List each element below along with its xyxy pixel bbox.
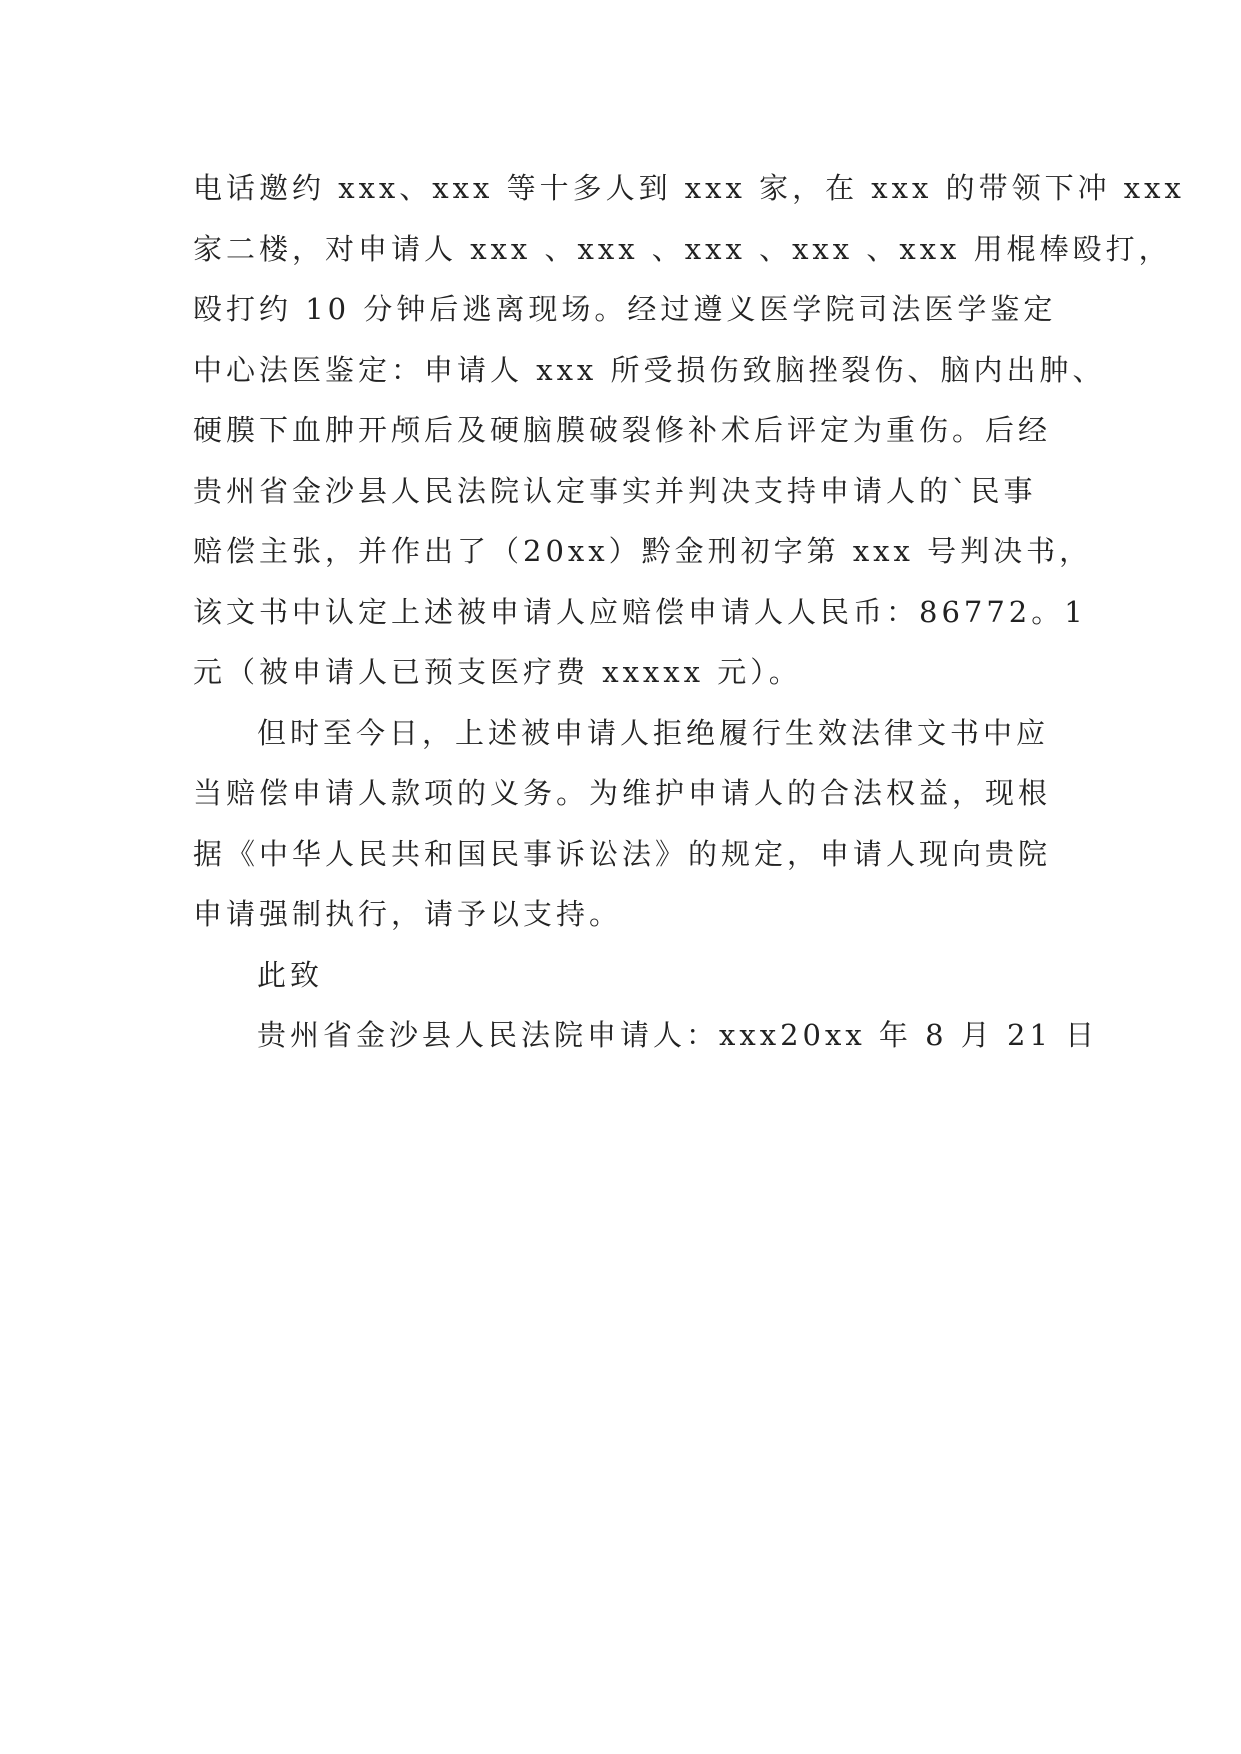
salutation: 此致 xyxy=(257,957,324,992)
text-line: 家二楼，对申请人 xxx 、xxx 、xxx 、xxx 、xxx 用棍棒殴打， xyxy=(193,231,1172,266)
text-line: 据《中华人民共和国民事诉讼法》的规定，申请人现向贵院 xyxy=(193,836,1052,871)
closing-signature-date: 贵州省金沙县人民法院申请人：xxx20xx 年 8 月 21 日 xyxy=(257,1018,1099,1052)
text-line: 当赔偿申请人款项的义务。为维护申请人的合法权益，现根 xyxy=(193,776,1052,810)
text-line: 电话邀约 xxx、xxx 等十多人到 xxx 家，在 xxx 的带领下冲 xxx xyxy=(193,171,1185,205)
text-line: 元（被申请人已预支医疗费 xxxxx 元）。 xyxy=(193,655,802,689)
text-line: 申请强制执行，请予以支持。 xyxy=(193,897,623,931)
paragraph-compensation-facts xyxy=(193,158,1185,703)
text-line: 赔偿主张，并作出了（20xx）黔金刑初字第 xxx 号判决书， xyxy=(193,534,1093,568)
text-line: 硬膜下血肿开颅后及硬脑膜破裂修补术后评定为重伤。后经 xyxy=(193,413,1052,447)
paragraph-enforcement-request xyxy=(193,703,1053,945)
document-body xyxy=(193,158,1185,1066)
text-line: 该文书中认定上述被申请人应赔偿申请人人民币：86772。1 xyxy=(193,594,1087,629)
text-line: 中心法医鉴定：申请人 xxx 所受损伤致脑挫裂伤、脑内出肿、 xyxy=(193,352,1106,387)
text-line: 贵州省金沙县人民法院认定事实并判决支持申请人的`民事 xyxy=(193,473,1037,508)
text-line: 殴打约 10 分钟后逃离现场。经过遵义医学院司法医学鉴定 xyxy=(193,292,1057,326)
text-line: 但时至今日，上述被申请人拒绝履行生效法律文书中应 xyxy=(257,715,1050,750)
